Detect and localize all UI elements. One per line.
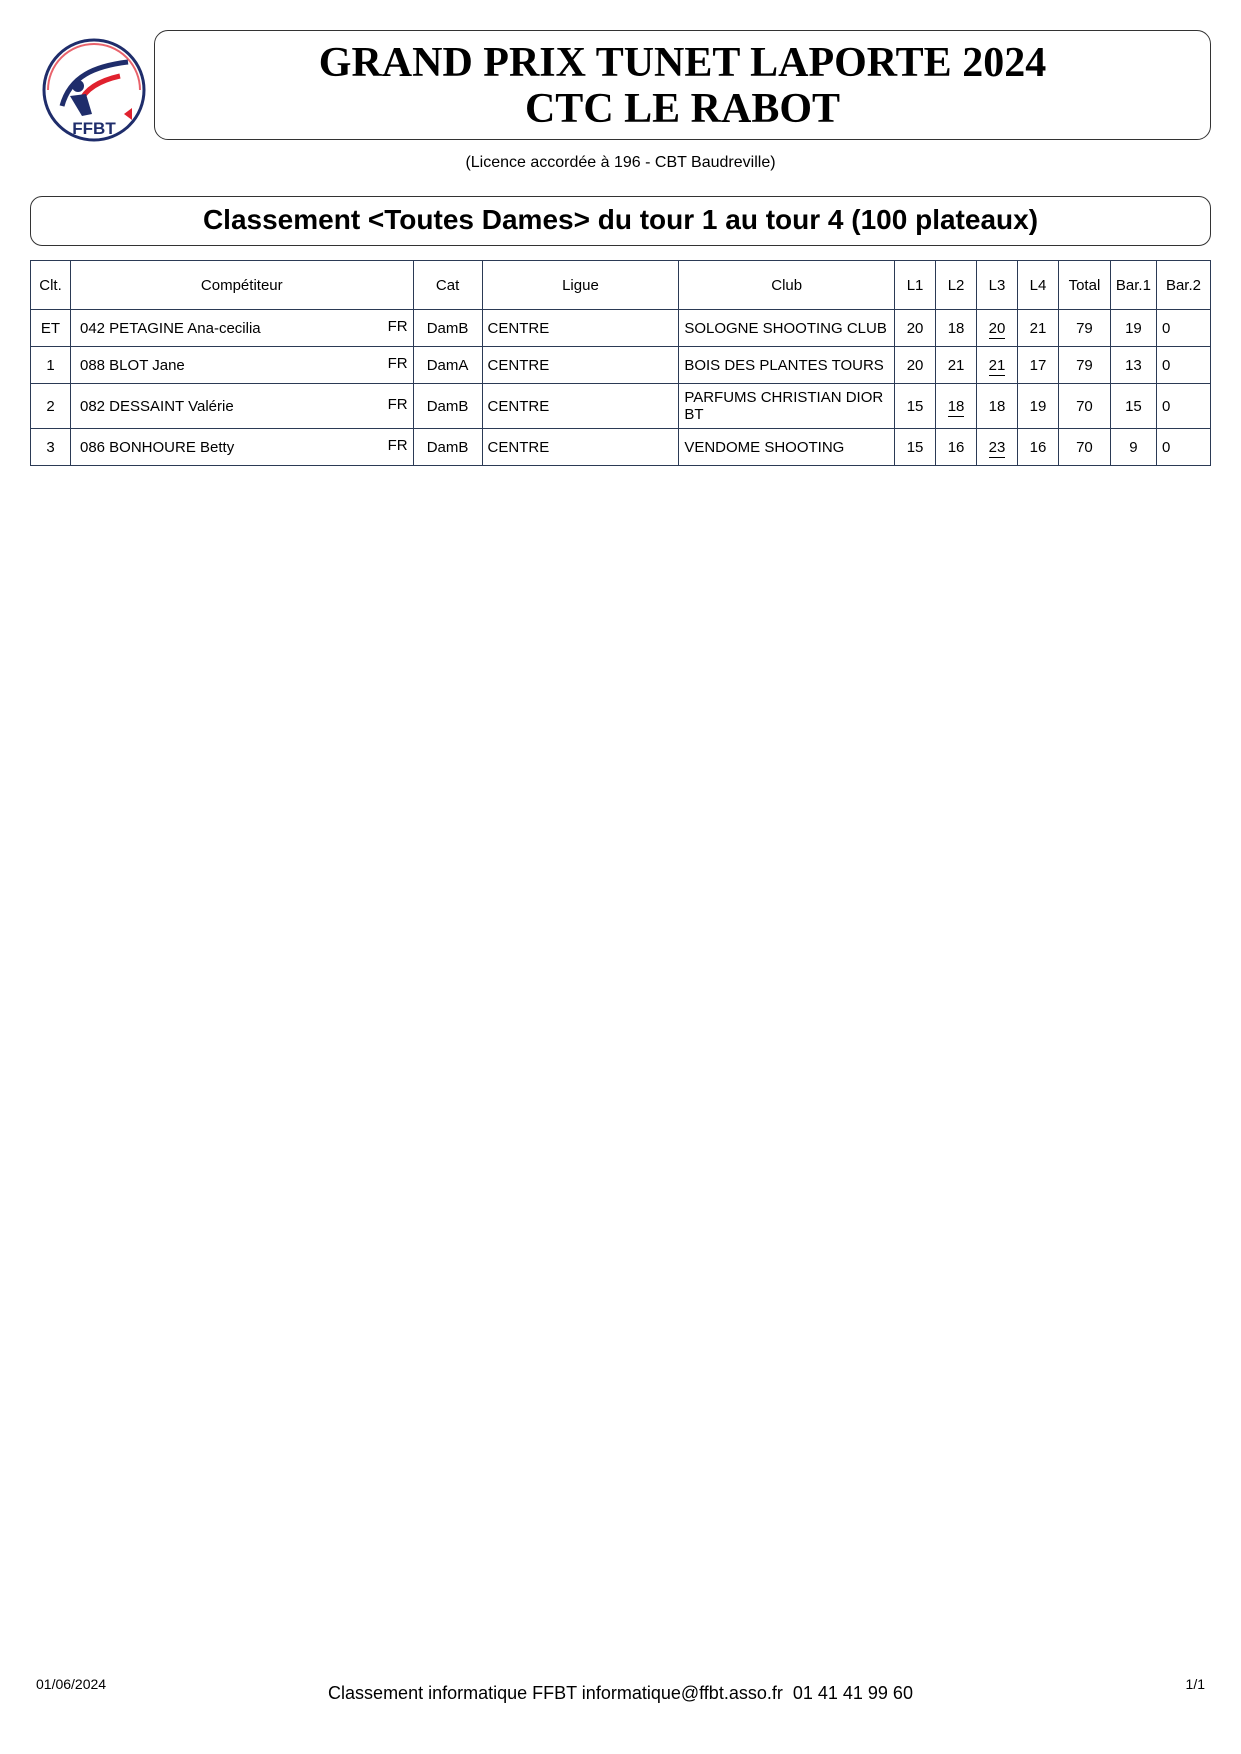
cell-bar1: 19 xyxy=(1110,310,1156,347)
cell-bar2: 0 xyxy=(1156,310,1210,347)
cell-l2 xyxy=(936,384,977,429)
cell-total: 79 xyxy=(1058,310,1110,347)
cell-l3: 18 xyxy=(977,384,1018,429)
table-row xyxy=(31,310,1211,347)
cell-cat: DamB xyxy=(413,384,482,429)
licence-text: (Licence accordée à 196 - CBT Baudreville) xyxy=(465,154,776,171)
cell-l1: 20 xyxy=(895,310,936,347)
cell-l1: 15 xyxy=(895,429,936,466)
results-table xyxy=(30,260,1211,466)
ranking-title: Classement <Toutes Dames> du tour 1 au tour 4 (100 plateaux) xyxy=(202,204,1039,235)
cell-ligue: CENTRE xyxy=(482,384,679,429)
cell-ligue: CENTRE xyxy=(482,310,679,347)
col-header-l4: L4 xyxy=(1017,261,1058,310)
cell-ligue: CENTRE xyxy=(482,347,679,384)
best-score: 18 xyxy=(947,397,965,415)
licence-note xyxy=(0,154,1241,172)
cell-l4: 17 xyxy=(1017,347,1058,384)
cell-bar2: 0 xyxy=(1156,347,1210,384)
cell-club: SOLOGNE SHOOTING CLUB xyxy=(679,310,895,347)
cell-l4: 19 xyxy=(1017,384,1058,429)
best-score: 21 xyxy=(988,356,1006,374)
cell-total: 70 xyxy=(1058,384,1110,429)
cell-clt: ET xyxy=(31,310,71,347)
col-header-l2: L2 xyxy=(936,261,977,310)
cell-clt: 1 xyxy=(31,347,71,384)
cell-bar2: 0 xyxy=(1156,429,1210,466)
col-header-l3: L3 xyxy=(977,261,1018,310)
col-header-total: Total xyxy=(1058,261,1110,310)
cell-l1: 15 xyxy=(895,384,936,429)
nationality: FR xyxy=(387,354,408,372)
cell-l2: 18 xyxy=(936,310,977,347)
cell-cat: DamB xyxy=(413,429,482,466)
cell-bar2: 0 xyxy=(1156,384,1210,429)
competitor-name: 086 BONHOURE Betty xyxy=(79,438,235,456)
cell-l3 xyxy=(977,347,1018,384)
nationality: FR xyxy=(387,317,408,335)
cell-l3 xyxy=(977,310,1018,347)
col-header-l1: L1 xyxy=(895,261,936,310)
competitor-name: 082 DESSAINT Valérie xyxy=(79,397,234,415)
cell-bar1: 15 xyxy=(1110,384,1156,429)
cell-clt: 3 xyxy=(31,429,71,466)
event-title: GRAND PRIX TUNET LAPORTE 2024 xyxy=(318,40,1047,86)
best-score: 20 xyxy=(988,319,1006,337)
logo-text: FFBT xyxy=(72,119,116,138)
cell-total: 70 xyxy=(1058,429,1110,466)
cell-club: VENDOME SHOOTING xyxy=(679,429,895,466)
cell-bar1: 9 xyxy=(1110,429,1156,466)
competitor-name: 088 BLOT Jane xyxy=(79,356,185,374)
event-title-box xyxy=(154,30,1211,140)
footer-contact xyxy=(0,1683,1241,1704)
cell-club: PARFUMS CHRISTIAN DIOR BT xyxy=(679,384,895,429)
cell-l4: 16 xyxy=(1017,429,1058,466)
col-header-bar1: Bar.1 xyxy=(1110,261,1156,310)
cell-competitor xyxy=(70,310,413,347)
cell-bar1: 13 xyxy=(1110,347,1156,384)
cell-clt: 2 xyxy=(31,384,71,429)
col-header-competitor: Compétiteur xyxy=(70,261,413,310)
table-header-row xyxy=(31,261,1211,310)
cell-club: BOIS DES PLANTES TOURS xyxy=(679,347,895,384)
cell-cat: DamA xyxy=(413,347,482,384)
cell-l2: 21 xyxy=(936,347,977,384)
footer-contact-text: Classement informatique FFBT informatique@ffbt.asso.fr 01 41 41 99 60 xyxy=(328,1683,913,1703)
table-row xyxy=(31,429,1211,466)
col-header-club: Club xyxy=(679,261,895,310)
col-header-bar2: Bar.2 xyxy=(1156,261,1210,310)
cell-l2: 16 xyxy=(936,429,977,466)
nationality: FR xyxy=(387,395,408,413)
cell-l1: 20 xyxy=(895,347,936,384)
best-score: 23 xyxy=(988,438,1006,456)
cell-total: 79 xyxy=(1058,347,1110,384)
footer-date: 01/06/2024 xyxy=(36,1676,107,1692)
nationality: FR xyxy=(387,436,408,454)
ranking-title-box xyxy=(30,196,1211,246)
col-header-clt: Clt. xyxy=(31,261,71,310)
event-venue: CTC LE RABOT xyxy=(524,86,841,132)
table-row xyxy=(31,384,1211,429)
cell-ligue: CENTRE xyxy=(482,429,679,466)
footer-page-number: 1/1 xyxy=(1185,1676,1205,1692)
cell-competitor xyxy=(70,429,413,466)
cell-l4: 21 xyxy=(1017,310,1058,347)
cell-competitor xyxy=(70,384,413,429)
cell-competitor xyxy=(70,347,413,384)
col-header-cat: Cat xyxy=(413,261,482,310)
cell-l3 xyxy=(977,429,1018,466)
competitor-name: 042 PETAGINE Ana-cecilia xyxy=(79,319,261,337)
table-row xyxy=(31,347,1211,384)
ffbt-logo xyxy=(40,36,148,144)
col-header-ligue: Ligue xyxy=(482,261,679,310)
cell-cat: DamB xyxy=(413,310,482,347)
